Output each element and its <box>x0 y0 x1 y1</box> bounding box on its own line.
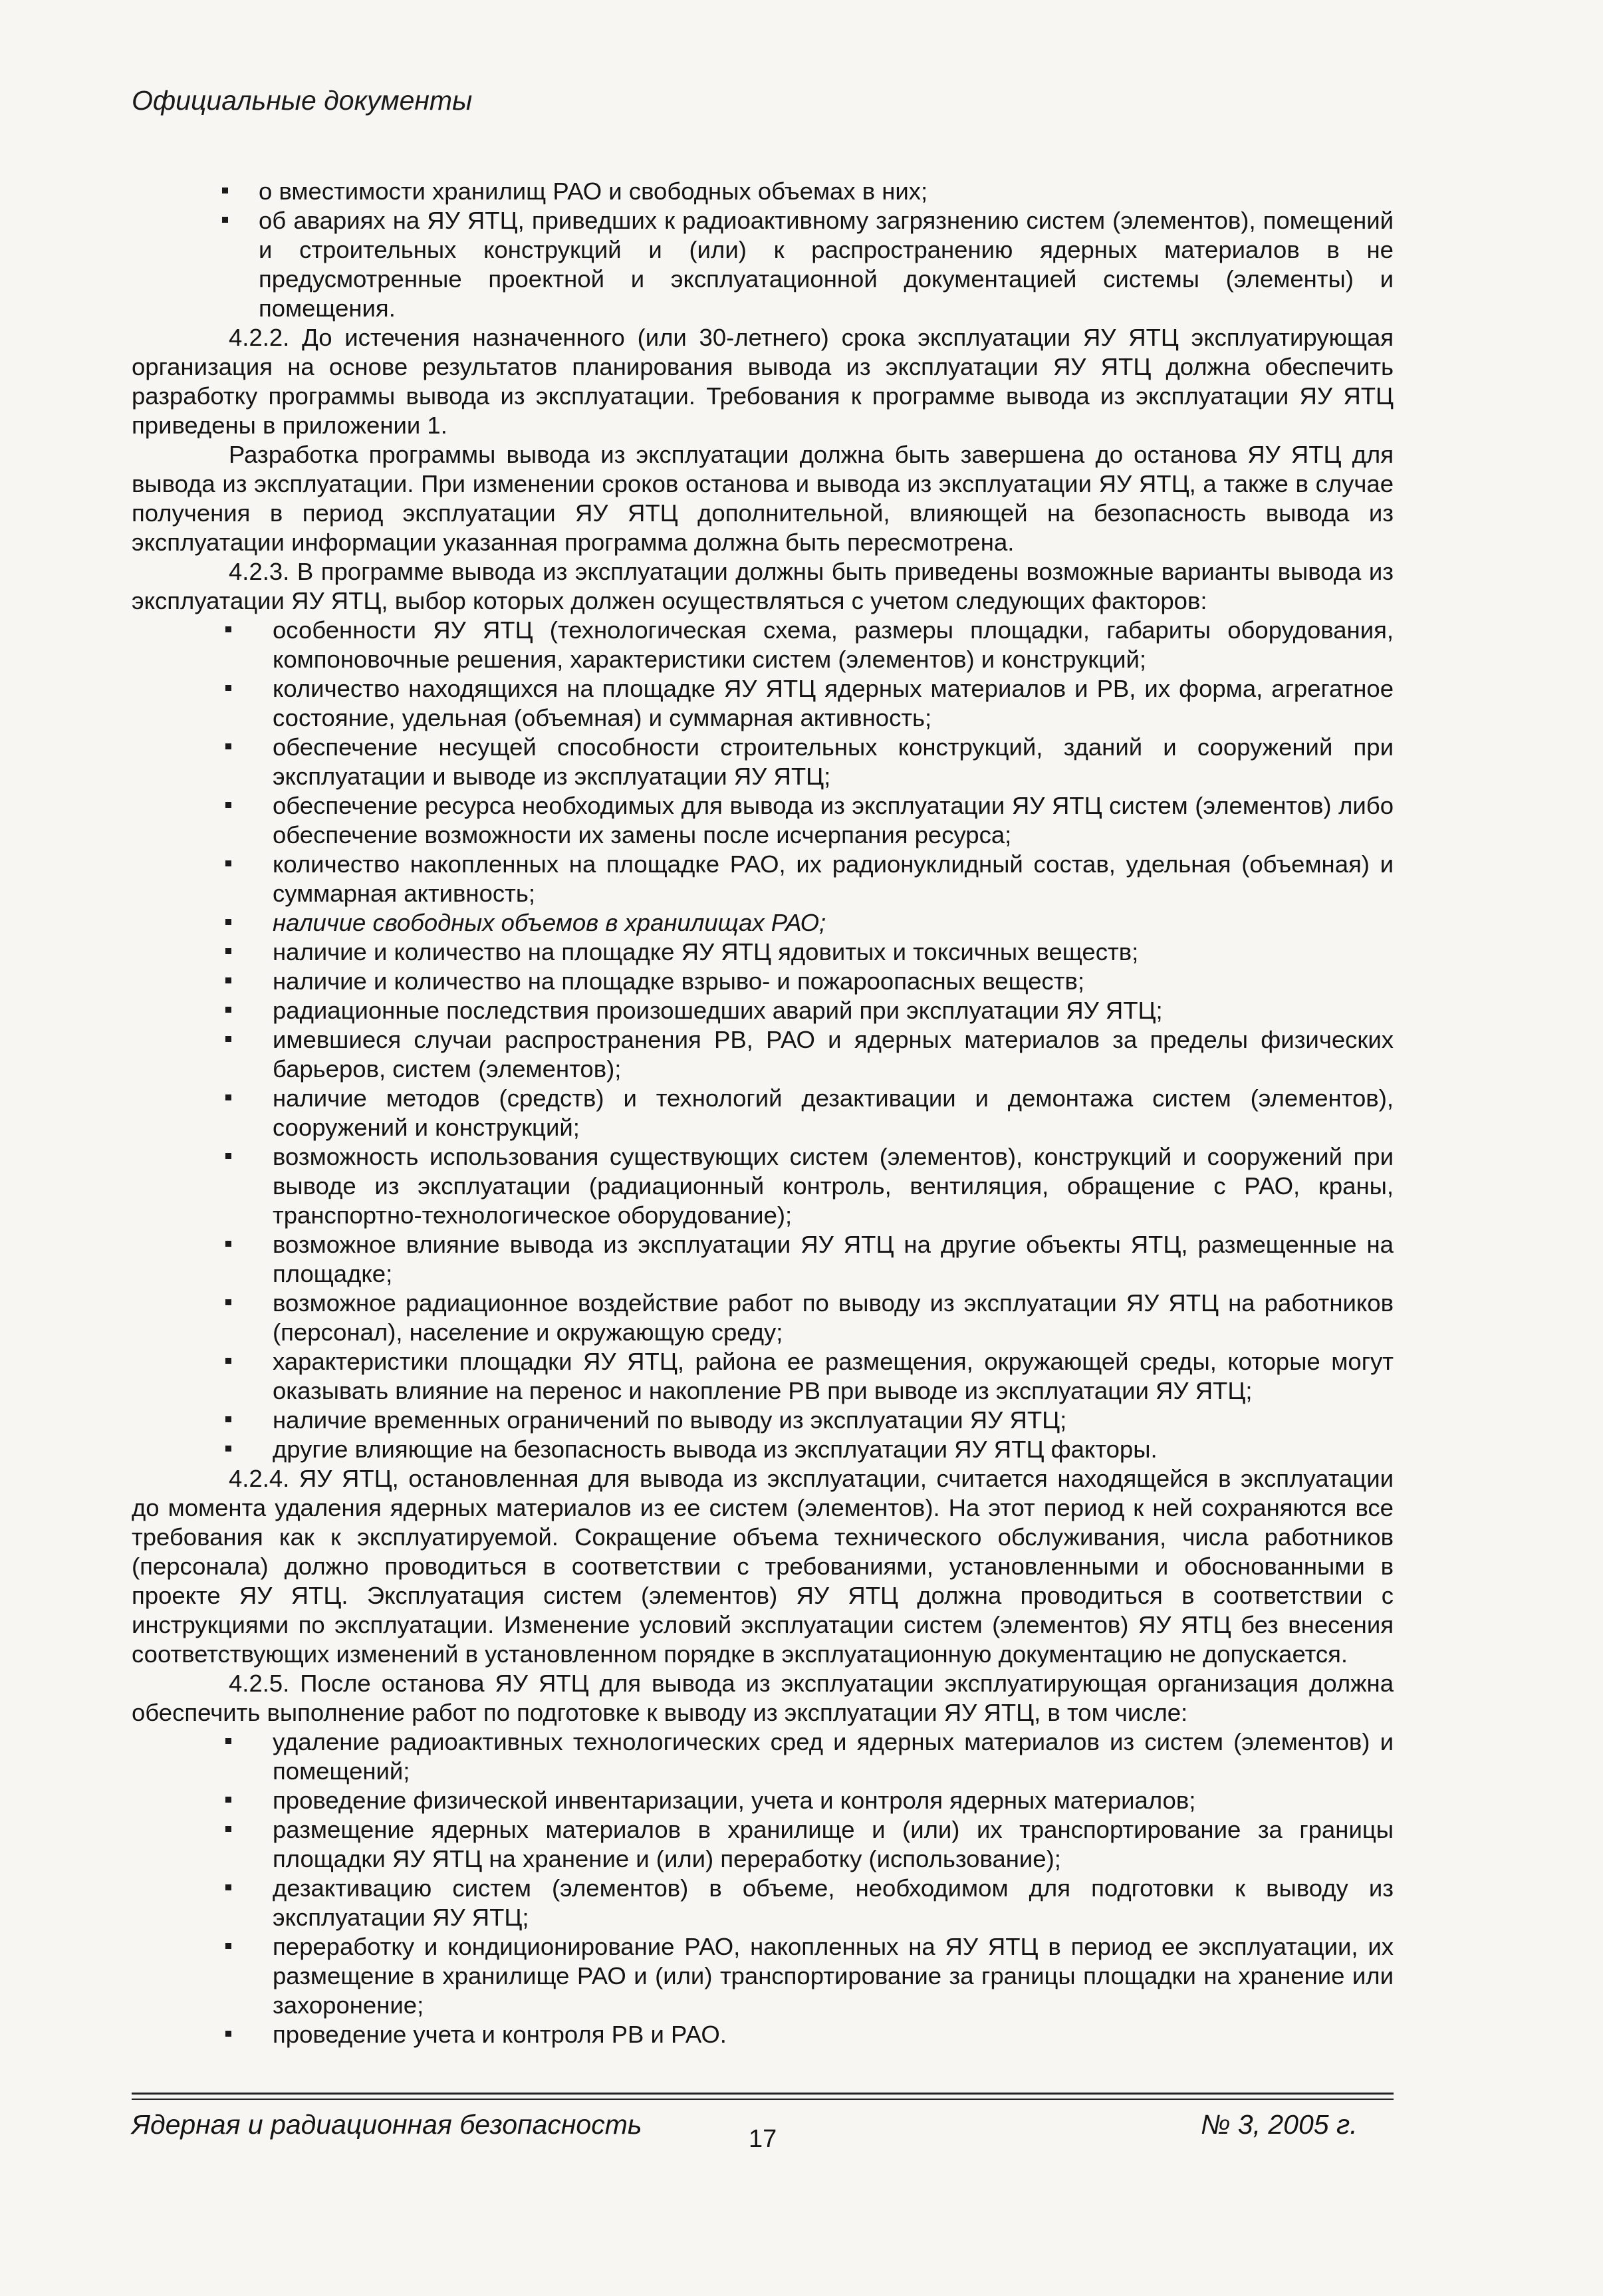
list-item: возможное радиационное воздействие работ по выводу из эксплуатации ЯУ ЯТЦ на работников (персонал), население и окружающую среду; <box>132 1289 1394 1347</box>
bullet-icon <box>225 860 231 866</box>
list-item: характеристики площадки ЯУ ЯТЦ, района ее размещения, окружающей среды, которые могут оказывать влияние на перенос и накопление РВ при выводе из эксплуатации ЯУ ЯТЦ; <box>132 1347 1394 1406</box>
list-item: возможное влияние вывода из эксплуатации ЯУ ЯТЦ на другие объекты ЯТЦ, размещенные на площадке; <box>132 1230 1394 1289</box>
list-item: обеспечение ресурса необходимых для вывода из эксплуатации ЯУ ЯТЦ систем (элементов) либо обеспечение возможности их замены после исчерпания ресурса; <box>132 791 1394 850</box>
bullet-icon <box>225 1153 231 1159</box>
footer-issue: № 3, 2005 г. <box>1201 2109 1358 2140</box>
list-item: наличие свободных объемов в хранилищах РАО; <box>132 908 1394 938</box>
bullet-list <box>132 1727 1394 2049</box>
list-item: наличие и количество на площадке ЯУ ЯТЦ ядовитых и токсичных веществ; <box>132 938 1394 967</box>
bullet-icon <box>225 1826 231 1832</box>
bullet-icon <box>225 1358 231 1364</box>
bullet-icon <box>225 1738 231 1744</box>
bullet-icon <box>225 2031 231 2037</box>
bullet-icon <box>225 1007 231 1013</box>
bullet-icon <box>225 1884 231 1890</box>
bullet-icon <box>225 1094 231 1100</box>
bullet-icon <box>225 1943 231 1949</box>
list-item: удаление радиоактивных технологических сред и ядерных материалов из систем (элементов) и помещений; <box>132 1727 1394 1786</box>
list-item: наличие методов (средств) и технологий дезактивации и демонтажа систем (элементов), сооружений и конструкций; <box>132 1084 1394 1142</box>
footer-rule <box>132 2093 1394 2095</box>
list-item: количество находящихся на площадке ЯУ ЯТЦ ядерных материалов и РВ, их форма, агрегатное состояние, удельная (объемная) и суммарная активность; <box>132 674 1394 733</box>
paragraph-4-2-2: 4.2.2. До истечения назначенного (или 30-летнего) срока эксплуатации ЯУ ЯТЦ эксплуатирующая организация на основе результатов планирования вывода из эксплуатации ЯУ ЯТЦ должна обеспечить разработку программы вывода из эксплуатации. Требования к программе вывода из эксплуатации ЯУ ЯТЦ приведены в приложении 1. <box>132 324 1394 439</box>
list-item: размещение ядерных материалов в хранилище и (или) их транспортирование за границы площадки ЯУ ЯТЦ на хранение и (или) переработку (использование); <box>132 1815 1394 1874</box>
bullet-icon <box>225 1036 231 1042</box>
list-item: о вместимости хранилищ РАО и свободных объемах в них; <box>132 177 1394 206</box>
list-item: возможность использования существующих систем (элементов), конструкций и сооружений при выводе из эксплуатации (радиационный контроль, вентиляция, обращение с РАО, краны, транспортно-технологическое оборудование); <box>132 1142 1394 1230</box>
list-item: другие влияющие на безопасность вывода из эксплуатации ЯУ ЯТЦ факторы. <box>132 1435 1394 1464</box>
page-header: Официальные документы <box>132 85 473 116</box>
paragraph-4-2-4: 4.2.4. ЯУ ЯТЦ, остановленная для вывода из эксплуатации, считается находящейся в эксплуатации до момента удаления ядерных материалов из ее систем (элементов). На этот период к ней сохраняются все требования как к эксплуатируемой. Сокращение объема технического обслуживания, числа работников (персонала) должно проводиться в соответствии с требованиями, установленными и обоснованными в проекте ЯУ ЯТЦ. Эксплуатация систем (элементов) ЯУ ЯТЦ должна проводиться в соответствии с инструкциями по эксплуатации. Изменение условий эксплуатации систем (элементов) ЯУ ЯТЦ без внесения соответствующих изменений в установленном порядке в эксплуатационную документацию не допускается. <box>132 1465 1394 1668</box>
list-item: наличие и количество на площадке взрыво- и пожароопасных веществ; <box>132 967 1394 996</box>
bullet-icon <box>225 743 231 749</box>
bullet-icon <box>225 1446 231 1452</box>
bullet-icon <box>225 626 231 632</box>
bullet-icon <box>222 188 228 193</box>
document-body <box>132 177 1394 2049</box>
bullet-icon <box>225 948 231 954</box>
list-item: об авариях на ЯУ ЯТЦ, приведших к радиоактивному загрязнению систем (элементов), помещений и строительных конструкций и (или) к распространению ядерных материалов в не предусмотренные проектной и эксплуатационной документацией системы (элементы) и помещения. <box>132 206 1394 323</box>
bullet-icon <box>225 977 231 983</box>
list-item: переработку и кондиционирование РАО, накопленных на ЯУ ЯТЦ в период ее эксплуатации, их размещение в хранилище РАО и (или) транспортирование за границы площадки на хранение или захоронение; <box>132 1932 1394 2020</box>
footer-journal-title: Ядерная и радиационная безопасность <box>132 2109 642 2140</box>
paragraph: Разработка программы вывода из эксплуатации должна быть завершена до останова ЯУ ЯТЦ для вывода из эксплуатации. При изменении сроков останова и вывода из эксплуатации ЯУ ЯТЦ, а также в случае получения в период эксплуатации ЯУ ЯТЦ дополнительной, влияющей на безопасность вывода из эксплуатации информации указанная программа должна быть пересмотрена. <box>132 441 1394 556</box>
paragraph-4-2-3: 4.2.3. В программе вывода из эксплуатации должны быть приведены возможные варианты вывода из эксплуатации ЯУ ЯТЦ, выбор которых должен осуществляться с учетом следующих факторов: <box>132 558 1394 614</box>
list-item: имевшиеся случаи распространения РВ, РАО и ядерных материалов за пределы физических барьеров, систем (элементов); <box>132 1025 1394 1084</box>
bullet-list <box>132 616 1394 1464</box>
bullet-icon <box>225 919 231 925</box>
list-item: обеспечение несущей способности строительных конструкций, зданий и сооружений при эксплуатации и выводе из эксплуатации ЯУ ЯТЦ; <box>132 733 1394 791</box>
list-item: дезактивацию систем (элементов) в объеме, необходимом для подготовки к выводу из эксплуатации ЯУ ЯТЦ; <box>132 1874 1394 1932</box>
page-number: 17 <box>749 2125 777 2153</box>
list-item: количество накопленных на площадке РАО, их радионуклидный состав, удельная (объемная) и суммарная активность; <box>132 850 1394 908</box>
list-item: особенности ЯУ ЯТЦ (технологическая схема, размеры площадки, габариты оборудования, компоновочные решения, характеристики систем (элементов) и конструкций; <box>132 616 1394 674</box>
bullet-icon <box>225 1416 231 1422</box>
bullet-icon <box>225 685 231 691</box>
bullet-icon <box>222 217 228 223</box>
list-item: радиационные последствия произошедших аварий при эксплуатации ЯУ ЯТЦ; <box>132 996 1394 1025</box>
paragraph-4-2-5: 4.2.5. После останова ЯУ ЯТЦ для вывода из эксплуатации эксплуатирующая организация должна обеспечить выполнение работ по подготовке к выводу из эксплуатации ЯУ ЯТЦ, в том числе: <box>132 1670 1394 1726</box>
list-item: наличие временных ограничений по выводу из эксплуатации ЯУ ЯТЦ; <box>132 1406 1394 1435</box>
bullet-icon <box>225 802 231 808</box>
footer-rule <box>132 2099 1394 2100</box>
list-item: проведение физической инвентаризации, учета и контроля ядерных материалов; <box>132 1786 1394 1815</box>
bullet-icon <box>225 1797 231 1803</box>
list-item: проведение учета и контроля РВ и РАО. <box>132 2020 1394 2049</box>
bullet-list <box>132 177 1394 323</box>
bullet-icon <box>225 1241 231 1247</box>
bullet-icon <box>225 1299 231 1305</box>
